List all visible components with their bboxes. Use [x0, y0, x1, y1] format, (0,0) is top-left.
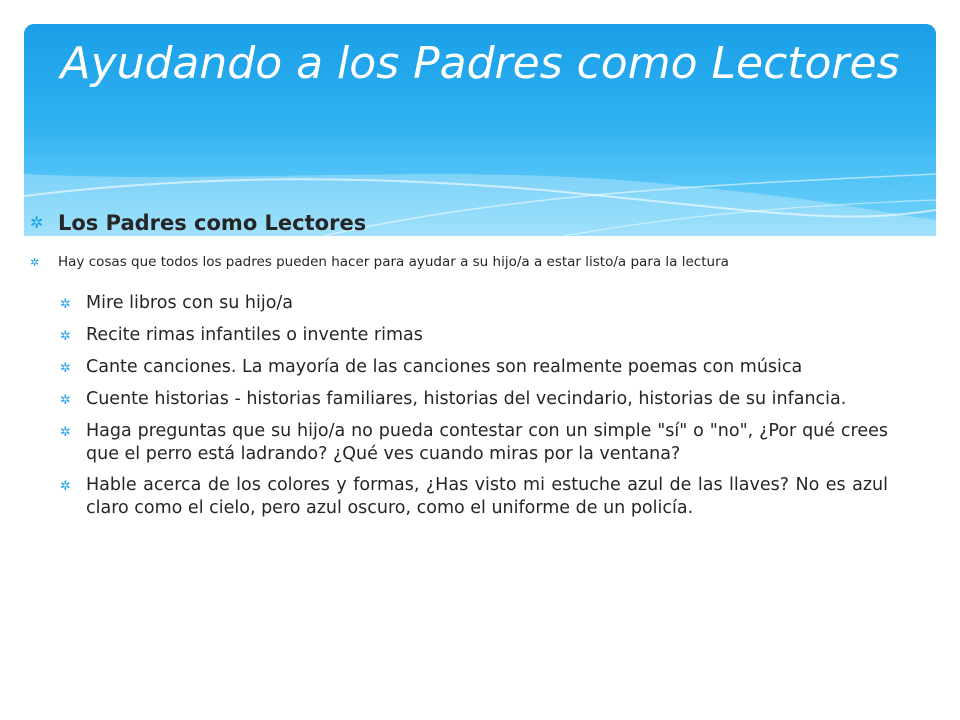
intro-paragraph	[30, 254, 888, 271]
heading-text: Los Padres como Lectores	[58, 211, 367, 235]
list-item	[60, 474, 888, 520]
bullet-icon: ✲	[60, 329, 71, 344]
list-item	[60, 420, 888, 466]
list-item-text: Haga preguntas que su hijo/a no pueda contestar con un simple "sí" o "no", ¿Por qué crees que el perro está ladrando? ¿Qué ves cuando miras por la ventana?	[86, 421, 888, 464]
list-item	[60, 292, 888, 316]
suggestion-list	[60, 292, 888, 520]
list-item-text: Mire libros con su hijo/a	[86, 293, 294, 313]
slide-title: Ayudando a los Padres como Lectores	[60, 38, 900, 89]
bullet-icon: ✲	[30, 213, 44, 232]
list-item-text: Cuente historias - historias familiares, historias del vecindario, historias de su infancia.	[86, 389, 847, 409]
list-item-text: Cante canciones. La mayoría de las canciones son realmente poemas con música	[86, 357, 803, 377]
bullet-icon: ✲	[60, 297, 71, 312]
intro-text: Hay cosas que todos los padres pueden hacer para ayudar a su hijo/a a estar listo/a para la lectura	[58, 254, 729, 270]
bullet-icon: ✲	[30, 256, 40, 269]
list-item-text: Hable acerca de los colores y formas, ¿Has visto mi estuche azul de las llaves? No es azul claro como el cielo, pero azul oscuro, como el uniforme de un policía.	[86, 475, 888, 518]
bullet-icon: ✲	[60, 479, 71, 494]
bullet-icon: ✲	[60, 425, 71, 440]
bullet-icon: ✲	[60, 393, 71, 408]
list-item	[60, 324, 888, 348]
section-heading	[30, 208, 888, 238]
list-item	[60, 356, 888, 380]
list-item	[60, 388, 888, 412]
bullet-icon: ✲	[60, 361, 71, 376]
slide-body	[30, 208, 888, 528]
list-item-text: Recite rimas infantiles o invente rimas	[86, 325, 423, 345]
